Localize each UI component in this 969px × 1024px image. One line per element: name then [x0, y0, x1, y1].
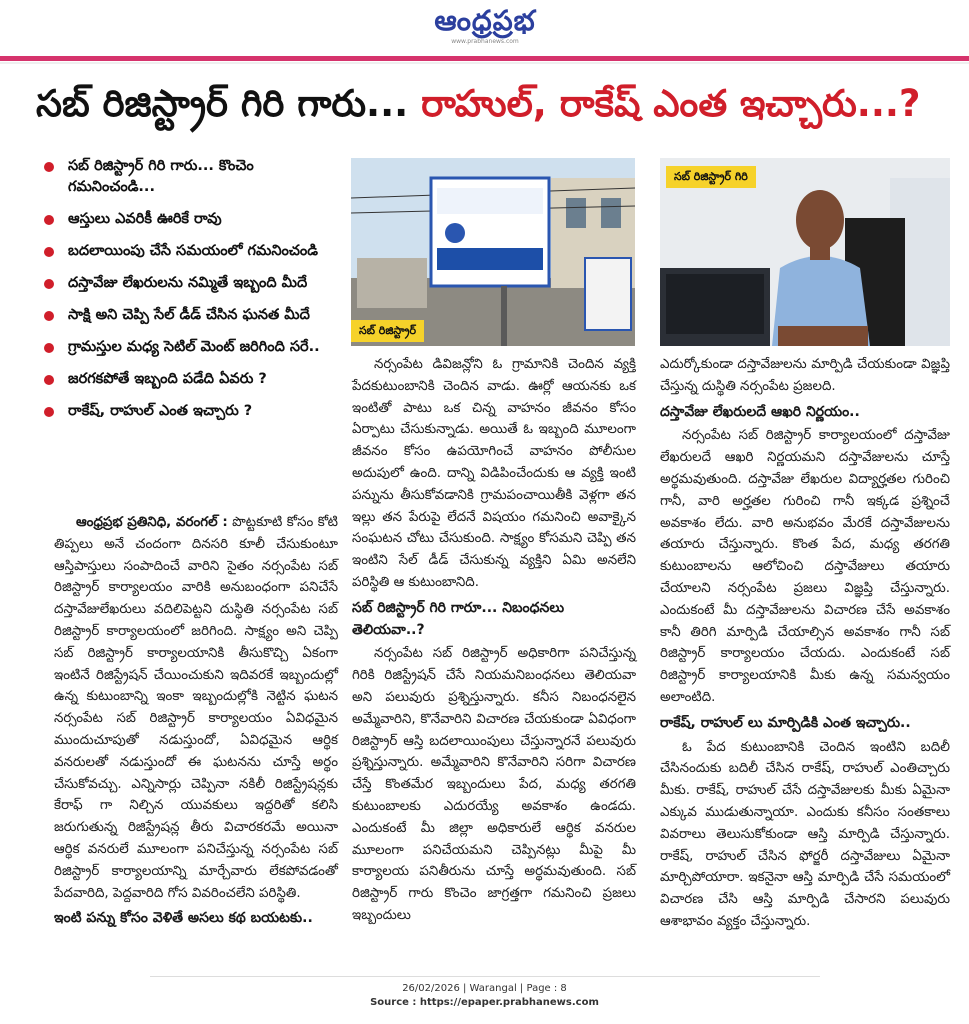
- col1-subheading-1: ఇంటి పన్ను కోసం వెళితే అసలు కథ బయటకు..: [54, 910, 313, 927]
- footer-edition-info: 26/02/2026 | Warangal | Page : 8: [402, 983, 567, 994]
- highlights-list: [44, 156, 340, 433]
- logo-website: www.prabhanews.com: [451, 38, 519, 45]
- bullet-dot-icon: [44, 162, 54, 172]
- highlight-item: దస్తావేజు లేఖరులను నమ్మితే ఇబ్బంది మీదే: [44, 273, 340, 294]
- col1-paragraph-1: పొట్టకూటి కోసం కోటి తిప్పలు అనే చందంగా దినసరి కూలీ చేసుకుంటూ ఆస్తిపాస్తులు సంపాదించే వారిని సైతం నర్సంపేట సబ్ రిజిస్ట్రార్ కార్యాలయం వారికి అనుబంధంగా పనిచేసే దస్తావేజులేఖరులు వదిలిపెట్టని దుస్థితి నర్సంపేట సబ్ రిజిస్ట్రార్ కార్యాలయంలో జరిగింది. సాక్ష్యం అని చెప్పి సబ్ రిజిస్ట్రార్ కార్యాలయానికి తీసుకొచ్చి ఏకంగా ఇంటినే రిజిస్ట్రేషన్ చేయించుకుని ఇదివరకే ఇబ్బందుల్లో ఉన్న కుటుంబాన్ని ఇంకా ఇబ్బందుల్లోకి నెట్టిన ఘటన నర్సంపేట సబ్ రిజిస్ట్రార్ కార్యాలయం ఏవిధమైన ముందుచూపుతో నడుస్తుందో, ఏవిధమైన ఆర్థిక వనరులతో నడుస్తుందో ఈ ఘటనను చూస్తే అర్థం చేసుకోవచ్చు. ఎన్నిసార్లు చెప్పినా నకిలీ రిజిస్ట్రేషన్లకు కేరాఫ్ గా నిల్చిన యువకులు ఇద్దరితో కలిసి జరుగుతున్న రిజిస్ట్రేషన్ల తీరు విచారకరమే అయినా ఆర్థిక వనరులే మూలంగా పనిచేస్తున్న నర్సంపేట సబ్ రిజిస్ట్రార్ కార్యాలయాన్ని మార్చేవారు లేకపోవడంతో పేదవారిది, పెద్దవారిది గోస వివరించలేని పరిస్థితి.: [54, 515, 338, 901]
- highlight-item: సబ్ రిజిస్ట్రార్ గిరి గారు... కొంచెం గమనించండి...: [44, 156, 340, 198]
- bullet-dot-icon: [44, 343, 54, 353]
- headline: [36, 76, 956, 136]
- highlight-item: గ్రామస్తుల మధ్య సెటిల్ మెంట్ జరిగింది సరే..: [44, 337, 340, 358]
- article-column-3: [660, 354, 950, 933]
- highlight-item: రాకేష్, రాహుల్ ఎంత ఇచ్చారు ?: [44, 401, 340, 422]
- highlight-item: జరగకపోతే ఇబ్బంది పడేది ఏవరు ?: [44, 369, 340, 390]
- masthead: [0, 0, 969, 58]
- photo1-caption: సబ్ రిజిస్ట్రార్: [351, 320, 424, 342]
- col3-subheading-1: దస్తావేజు లేఖరులదే ఆఖరి నిర్ణయం..: [660, 403, 860, 420]
- footer-rule: [150, 976, 820, 977]
- col3-paragraph-2: నర్సంపేట సబ్ రిజిస్ట్రార్ కార్యాలయంలో దస్తావేజు లేఖరులదే ఆఖరి నిర్ణయమని దస్తావేజులను చూస్తే అర్థమవుతుంది. దస్తావేజు లేఖరుల విద్యార్హతల గురించి గానీ, వారి అర్హతల గురించి గానీ ఇక్కడ ప్రశ్నించే అవకాశం లేదు. వారి అనుభవం మేరకే దస్తావేజులను తయారు చేస్తున్నారు. కొంత పేద, మధ్య తరగతి కుటుంబాలను ఆలోచించి దస్తావేజులు తయారు చేయాలని నర్సంపేట ప్రజలు విజ్ఞప్తి చేస్తున్నారు. ఎందుకంటే మీ దస్తావేజులను విచారణ చేసే అవకాశం కానీ తిరిగి మార్పిడి చేయాల్సిన అవకాశం గానీ సబ్ రిజిస్ట్రార్ కార్యాలయం చేయదు. ఎందుకంటే సబ్ రిజిస్ట్రార్ కార్యాలయానికి మీకు ఉన్న సమన్వయం అలాంటిది.: [660, 428, 950, 705]
- photo2-caption: సబ్ రిజిస్ట్రార్ గిరి: [666, 166, 756, 188]
- footer-source-link[interactable]: Source : https://epaper.prabhanews.com: [370, 997, 599, 1008]
- bullet-dot-icon: [44, 215, 54, 225]
- headline-part2: రాహుల్, రాకేష్ ఎంత ఇచ్చారు...?: [421, 82, 921, 125]
- dateline: ఆంధ్రప్రభ ప్రతినిధి, వరంగల్ :: [76, 515, 228, 530]
- masthead-rule: [0, 56, 969, 61]
- footer: [0, 982, 969, 1010]
- article-column-1: [54, 512, 338, 932]
- col3-paragraph-1: ఎదుర్కోకుండా దస్తావేజులను మార్పిడి చేయకుండా విజ్ఞప్తి చేస్తున్న దుస్థితి నర్సంపేట ప్రజలది.: [660, 357, 950, 394]
- highlight-item: సాక్షి అని చెప్పి సేల్ డీడ్ చేసిన ఘనత మీదే: [44, 305, 340, 326]
- highlight-item: బదలాయింపు చేసే సమయంలో గమనించండి: [44, 241, 340, 262]
- bullet-dot-icon: [44, 407, 54, 417]
- highlight-item: ఆస్తులు ఎవరికీ ఊరికే రావు: [44, 209, 340, 230]
- bullet-dot-icon: [44, 247, 54, 257]
- office-signboard-photo: [351, 158, 635, 346]
- col2-paragraph-2: నర్సంపేట సబ్ రిజిస్ట్రార్ అధికారిగా పనిచేస్తున్న గిరికి రిజిస్ట్రేషన్ చేసే నియమనిబంధనలు తెలియవా అని పలువురు ప్రశ్నిస్తున్నారు. కనీస నిబంధనలైన అమ్మేవారిని, కొనేవారిని విచారణ చేయకుండా ఏవిధంగా రిజిస్ట్రార్ ఆస్తి బదలాయింపులు చేస్తున్నారనే పలువురు ప్రశ్నిస్తున్నారు. అమ్మేవారిని కొనేవారిని సరిగా విచారణ చేస్తే కొంతమేర ఇబ్బందులు పేద, మధ్య తరగతి కుటుంబాలకు ఎదురయ్యే అవకాశం ఉండదు. ఎందుకంటే మీ జిల్లా అధికారులే ఆర్థిక వనరుల మూలంగా పనిచేయమని చెప్పినట్లు మీపై మీ కార్యాలయ పనితీరును చూస్తే అర్థమవుతుంది. సబ్ రిజిస్ట్రార్ గారు కొంచెం జాగ్రత్తగా గమనించి ప్రజలు ఇబ్బందులు: [352, 646, 636, 923]
- newspaper-logo[interactable]: ఆంధ్రప్రభ: [434, 4, 536, 37]
- article-column-2: [352, 354, 636, 927]
- col2-paragraph-1: నర్సంపేట డివిజన్లోని ఓ గ్రామానికి చెందిన వ్యక్తి పేదకుటుంబానికి చెందిన వాడు. ఊర్లో ఆయనకు ఒక ఇంటితో పాటు ఒక చిన్న వాహనం జీవనం కోసం ఏర్పాటు చేసుకున్నాడు. అయితే ఓ ఇబ్బంది మూలంగా జీవనం కోసం ఉపయోగించే వాహనం పోలీసుల అదుపులో ఉంది. దాన్ని విడిపించేందుకు ఆ వ్యక్తి ఇంటి పన్నును తీసుకోవడానికి గ్రామపంచాయితీకి వెళ్లగా తన ఇల్లు తన పేరుపై లేదనే విషయం గమనించి అవాక్కైన సంఘటన చోటు చేసుకుంది. సాక్ష్యం కోసమని చెప్పి తన ఇంటిని సేల్ డీడ్ చేసుకున్న వ్యక్తిని ఏమి అనలేని పరిస్థితి ఆ కుటుంబానిది.: [352, 357, 636, 590]
- bullet-dot-icon: [44, 375, 54, 385]
- col3-paragraph-3: ఓ పేద కుటుంబానికి చెందిన ఇంటిని బదిలీ చేసినందుకు బదిలీ చేసిన రాకేష్, రాహుల్ ఎంతిచ్చారు మీకు. రాకేష్, రాహుల్ చేసే దస్తావేజులకు మీకు ఏమైనా ఎక్కువ ముడుతున్నాయా. ఎందుకు కనీసం సంతకాలు వివరాలు తెలుసుకోకుండా ఆస్తి మార్పిడి చేస్తున్నారు. రాకేష్, రాహుల్ చేసిన ఫోర్జరీ దస్తావేజులు ఏమైనా మార్చిపోయారా. ఇకనైనా ఆస్తి మార్పిడి చేసే సమయంలో విచారణ చేసి ఆస్తి మార్పిడి చేసారని పలువురు ఆశాభావం వ్యక్తం చేస్తున్నారు.: [660, 739, 950, 929]
- sub-registrar-photo: [660, 158, 950, 346]
- office-photo-illustration: [351, 158, 635, 346]
- headline-part1: సబ్ రిజిస్ట్రార్ గిరి గారు...: [36, 82, 422, 125]
- bullet-dot-icon: [44, 279, 54, 289]
- col2-subheading-1: సబ్ రిజిస్ట్రార్ గిరి గారూ... నిబంధనలు తెలియవా..?: [352, 599, 565, 638]
- bullet-dot-icon: [44, 311, 54, 321]
- masthead-subrule: [0, 62, 969, 64]
- col3-subheading-2: రాకేష్, రాహుల్ లు మార్పిడికి ఎంత ఇచ్చారు..: [660, 714, 911, 731]
